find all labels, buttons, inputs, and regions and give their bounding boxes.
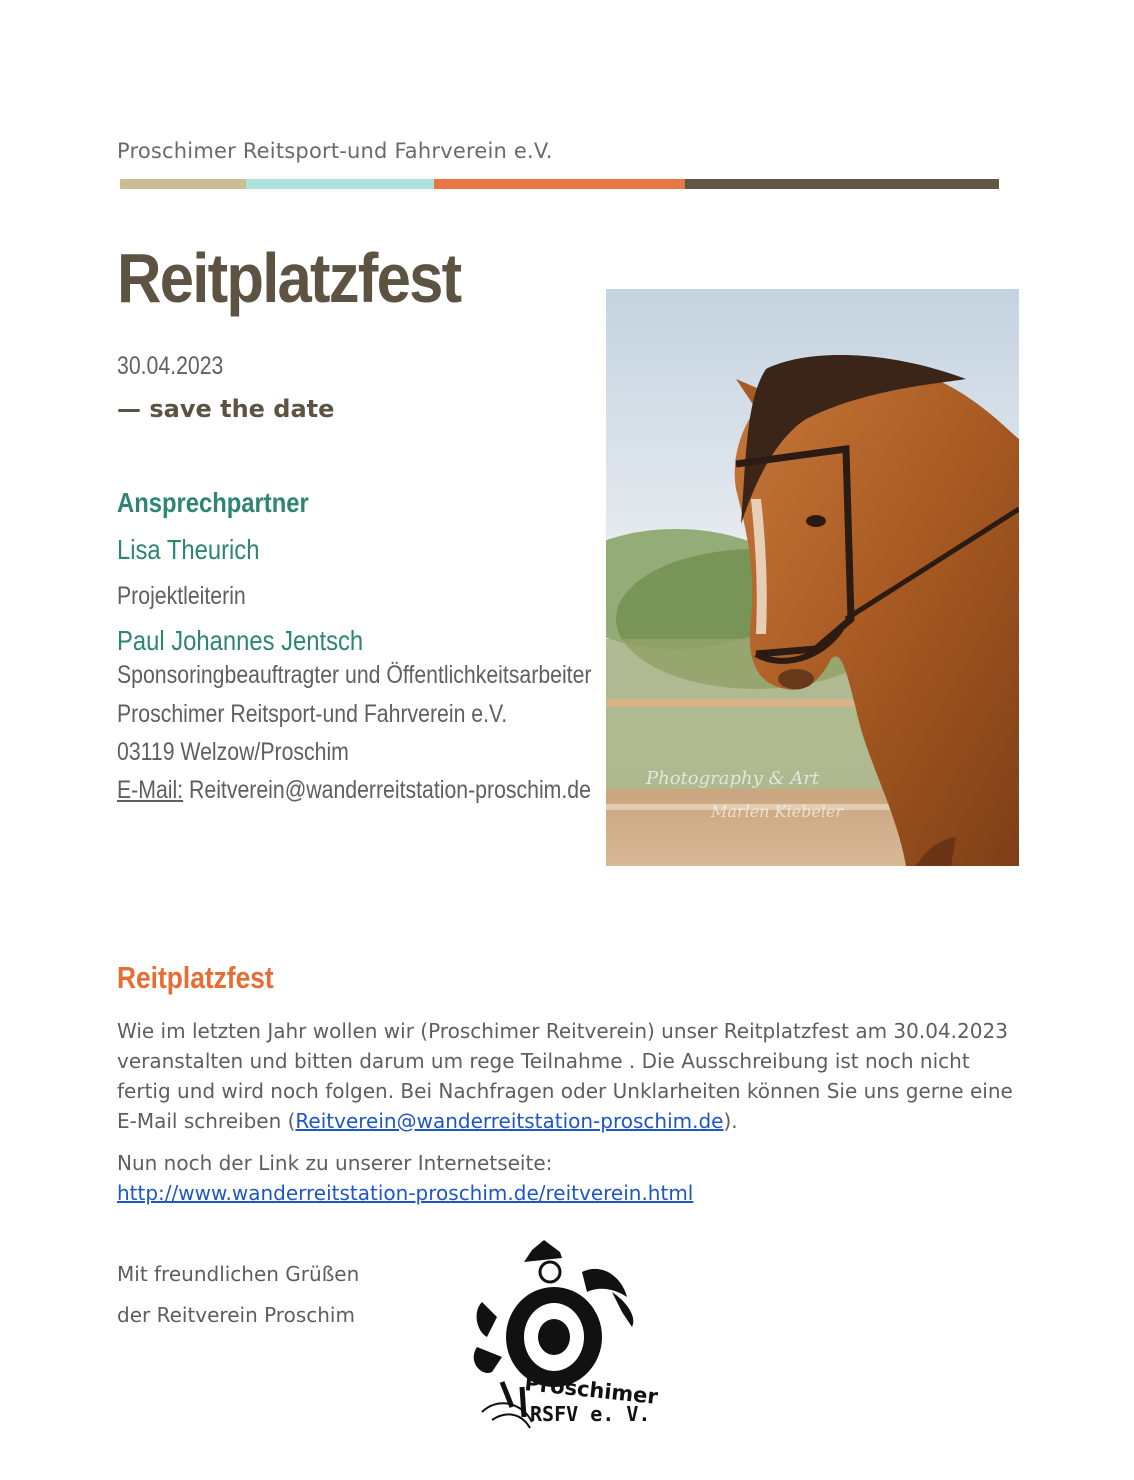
watermark-line2: Marlen Kiebeler xyxy=(711,802,844,821)
intro-text-end: ). xyxy=(723,1109,738,1133)
contact-role-paul: Sponsoringbeauftragter und Öffentlichkeitsarbeiter xyxy=(117,661,592,689)
club-logo xyxy=(462,1232,662,1432)
save-the-date: — save the date xyxy=(117,395,335,423)
email-label: E-Mail: xyxy=(117,776,184,804)
contacts-heading: Ansprechpartner xyxy=(117,487,309,518)
horse-photo xyxy=(606,289,1019,866)
closing-greeting: Mit freundlichen Grüßen xyxy=(117,1262,360,1286)
color-bar-brown xyxy=(685,179,999,189)
website-paragraph xyxy=(117,1148,1017,1208)
contact-name-lisa: Lisa Theurich xyxy=(117,534,260,565)
contact-name-paul: Paul Johannes Jentsch xyxy=(117,625,364,656)
color-bar-orange xyxy=(434,179,685,189)
event-date: 30.04.2023 xyxy=(117,352,224,380)
email-link[interactable]: Reitverein@wanderreitstation-proschim.de xyxy=(295,1109,724,1133)
contact-email-line xyxy=(117,776,591,805)
logo-text-line1: Proschimer xyxy=(523,1371,660,1409)
color-bar-teal xyxy=(246,179,434,189)
intro-paragraph xyxy=(117,1016,1017,1136)
organization-header: Proschimer Reitsport-und Fahrverein e.V. xyxy=(117,139,553,163)
watermark-line1: Photography & Art xyxy=(646,768,820,789)
contact-city: 03119 Welzow/Proschim xyxy=(117,738,349,766)
website-link[interactable]: http://www.wanderreitstation-proschim.de/reitverein.html xyxy=(117,1181,694,1205)
section-heading: Reitplatzfest xyxy=(117,960,274,995)
contact-email[interactable]: Reitverein@wanderreitstation-proschim.de xyxy=(189,776,591,804)
website-intro: Nun noch der Link zu unserer Internetseite: xyxy=(117,1151,553,1175)
logo-text-line2: RSFV e. V. xyxy=(530,1402,651,1426)
event-title: Reitplatzfest xyxy=(117,239,461,317)
intro-text: Wie im letzten Jahr wollen wir (Proschimer Reitverein) unser Reitplatzfest am 30.04.2023 veranstalten und bitten darum um rege Teilnahme . Die Ausschreibung ist noch nicht fertig und wird noch folgen. Bei Nachfragen oder Unklarheiten können Sie uns gerne eine E-Mail schreiben ( xyxy=(117,1019,1013,1133)
color-bar-beige xyxy=(120,179,246,189)
contact-role-lisa: Projektleiterin xyxy=(117,582,246,610)
contact-org: Proschimer Reitsport-und Fahrverein e.V. xyxy=(117,700,508,728)
closing-signature: der Reitverein Proschim xyxy=(117,1303,355,1327)
